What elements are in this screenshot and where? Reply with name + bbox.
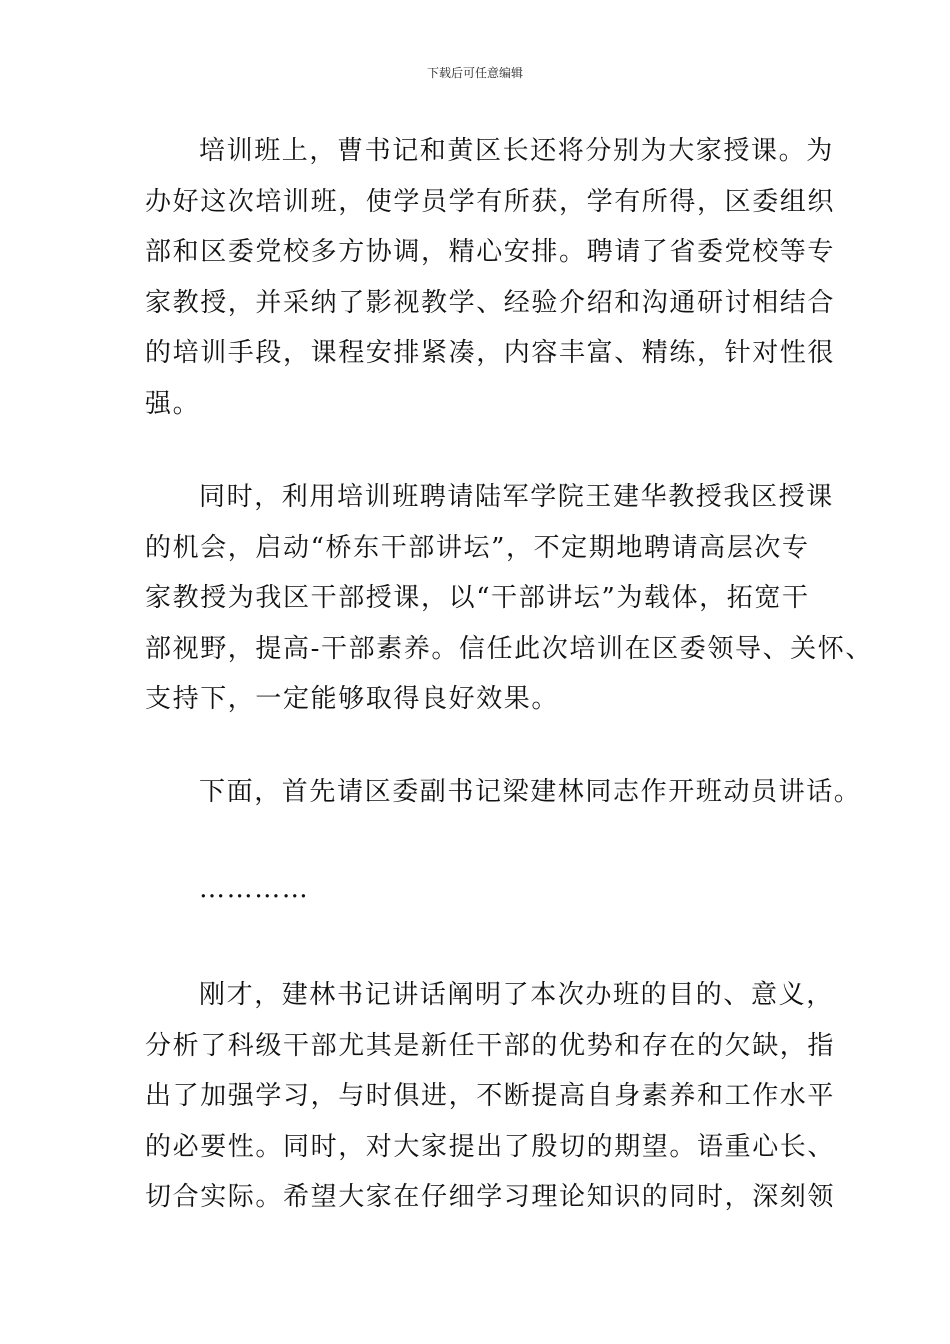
paragraph-line: 的培训手段，课程安排紧凑，内容丰富、精练，针对性很 [145,338,836,368]
ellipsis-text: ………… [199,874,310,904]
paragraph-line: 出了加强学习，与时俱进，不断提高自身素养和工作水平 [145,1081,836,1111]
paragraph-line: 的机会，启动“桥东干部讲坛”，不定期地聘请高层次专 [145,532,810,563]
paragraph-line: 分析了科级干部尤其是新任干部的优势和存在的欠缺，指 [145,1030,836,1061]
paragraph-line: 部和区委党校多方协调，精心安排。聘请了省委党校等专 [145,237,836,267]
paragraph-line: 下面，首先请区委副书记梁建林同志作开班动员讲话。 [199,777,862,807]
paragraph-1 [145,126,836,429]
paragraph-line: 的必要性。同时，对大家提出了殷切的期望。语重心长、 [145,1131,836,1162]
paragraph-5 [145,970,836,1223]
page-header: 下载后可任意编辑 [426,66,523,80]
paragraph-line: 强。 [145,388,201,419]
paragraph-3 [145,767,862,818]
paragraph-line: 家教授，并采纳了影视教学、经验介绍和沟通研讨相结合 [145,287,836,318]
paragraph-line: 培训班上，曹书记和黄区长还将分别为大家授课。为 [199,136,834,166]
paragraph-2 [145,472,873,725]
paragraph-line: 支持下，一定能够取得良好效果。 [145,684,560,714]
ellipsis-line [145,864,830,915]
paragraph-line: 同时，利用培训班聘请陆军学院王建华教授我区授课 [199,482,834,512]
paragraph-line: 家教授为我区干部授课，以“干部讲坛”为载体，拓宽干 [145,583,810,613]
paragraph-line: 切合实际。希望大家在仔细学习理论知识的同时，深刻领 [145,1182,836,1212]
paragraph-line: 刚才，建林书记讲话阐明了本次办班的目的、意义， [199,980,834,1010]
paragraph-line: 办好这次培训班，使学员学有所获，学有所得，区委组织 [145,186,836,217]
paragraph-line: 部视野，提高-干部素养。信任此次培训在区委领导、关怀、 [145,633,873,664]
